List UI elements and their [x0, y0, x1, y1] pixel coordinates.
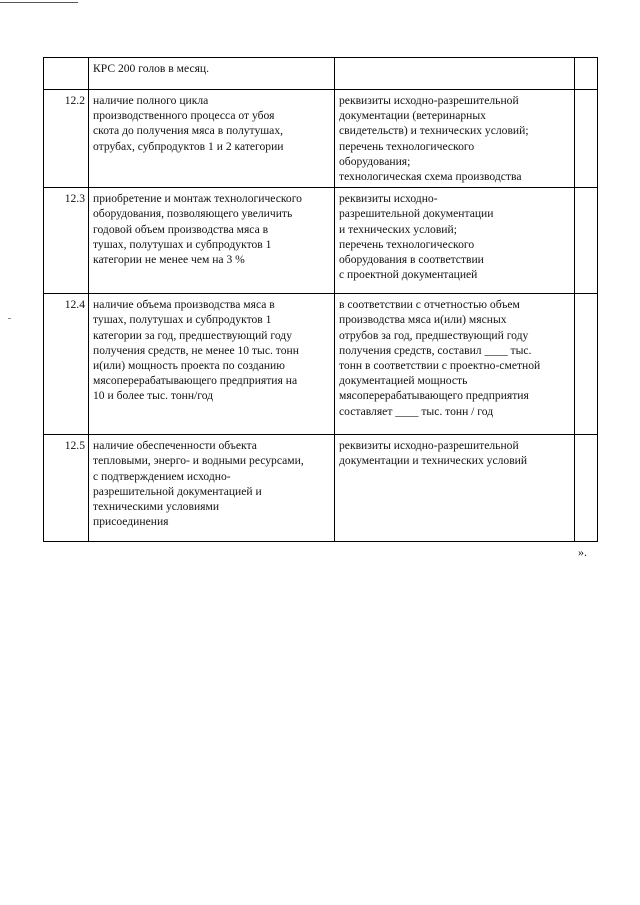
criterion-cell: наличие полного цикла производственного процесса от убоя скота до получения мяса в полутушах, отрубах, субпродуктов 1 и 2 категории [89, 90, 335, 188]
table-row [44, 188, 598, 294]
closing-quote: ». [578, 545, 587, 559]
documents-cell: в соответствии с отчетностью объем производства мяса и(или) мясных отрубов за год, предшествующий году получения средств, составил ____ тыс. тонн в соответствии с проектно-сметной документацией мощность мясоперерабатывающего предприятия составляет ____ тыс. тонн / год [335, 294, 575, 435]
score-cell [575, 435, 598, 542]
table-row [44, 58, 598, 90]
row-number: 12.2 [44, 90, 89, 188]
table-row [44, 435, 598, 542]
score-cell [575, 90, 598, 188]
score-cell [575, 294, 598, 435]
row-number: 12.4 [44, 294, 89, 435]
table-row [44, 294, 598, 435]
score-cell [575, 188, 598, 294]
row-number: 12.3 [44, 188, 89, 294]
requirements-table [43, 57, 598, 542]
documents-cell: реквизиты исходно-разрешительной документации и технических условий [335, 435, 575, 542]
row-number: 12.5 [44, 435, 89, 542]
criterion-cell: наличие объема производства мяса в тушах, полутушах и субпродуктов 1 категории за год, предшествующий году получения средств, не менее 10 тыс. тонн и(или) мощность проекта по созданию мясоперерабатывающего предприятия на 10 и более тыс. тонн/год [89, 294, 335, 435]
criterion-cell: КРС 200 голов в месяц. [89, 58, 335, 90]
scan-mark [8, 318, 11, 319]
criterion-cell: приобретение и монтаж технологического оборудования, позволяющего увеличить годовой объем производства мяса в тушах, полутушах и субпродуктов 1 категории не менее чем на 3 % [89, 188, 335, 294]
documents-cell [335, 58, 575, 90]
score-cell [575, 58, 598, 90]
row-number [44, 58, 89, 90]
header-rule [0, 2, 78, 3]
documents-cell: реквизиты исходно-разрешительной документации (ветеринарных свидетельств) и технических условий; перечень технологического оборудования; технологическая схема производства [335, 90, 575, 188]
documents-cell: реквизиты исходно- разрешительной документации и технических условий; перечень технологического оборудования в соответствии с проектной документацией [335, 188, 575, 294]
criterion-cell: наличие обеспеченности объекта тепловыми, энерго- и водными ресурсами, с подтверждением исходно- разрешительной документацией и техническими условиями присоединения [89, 435, 335, 542]
table-row [44, 90, 598, 188]
